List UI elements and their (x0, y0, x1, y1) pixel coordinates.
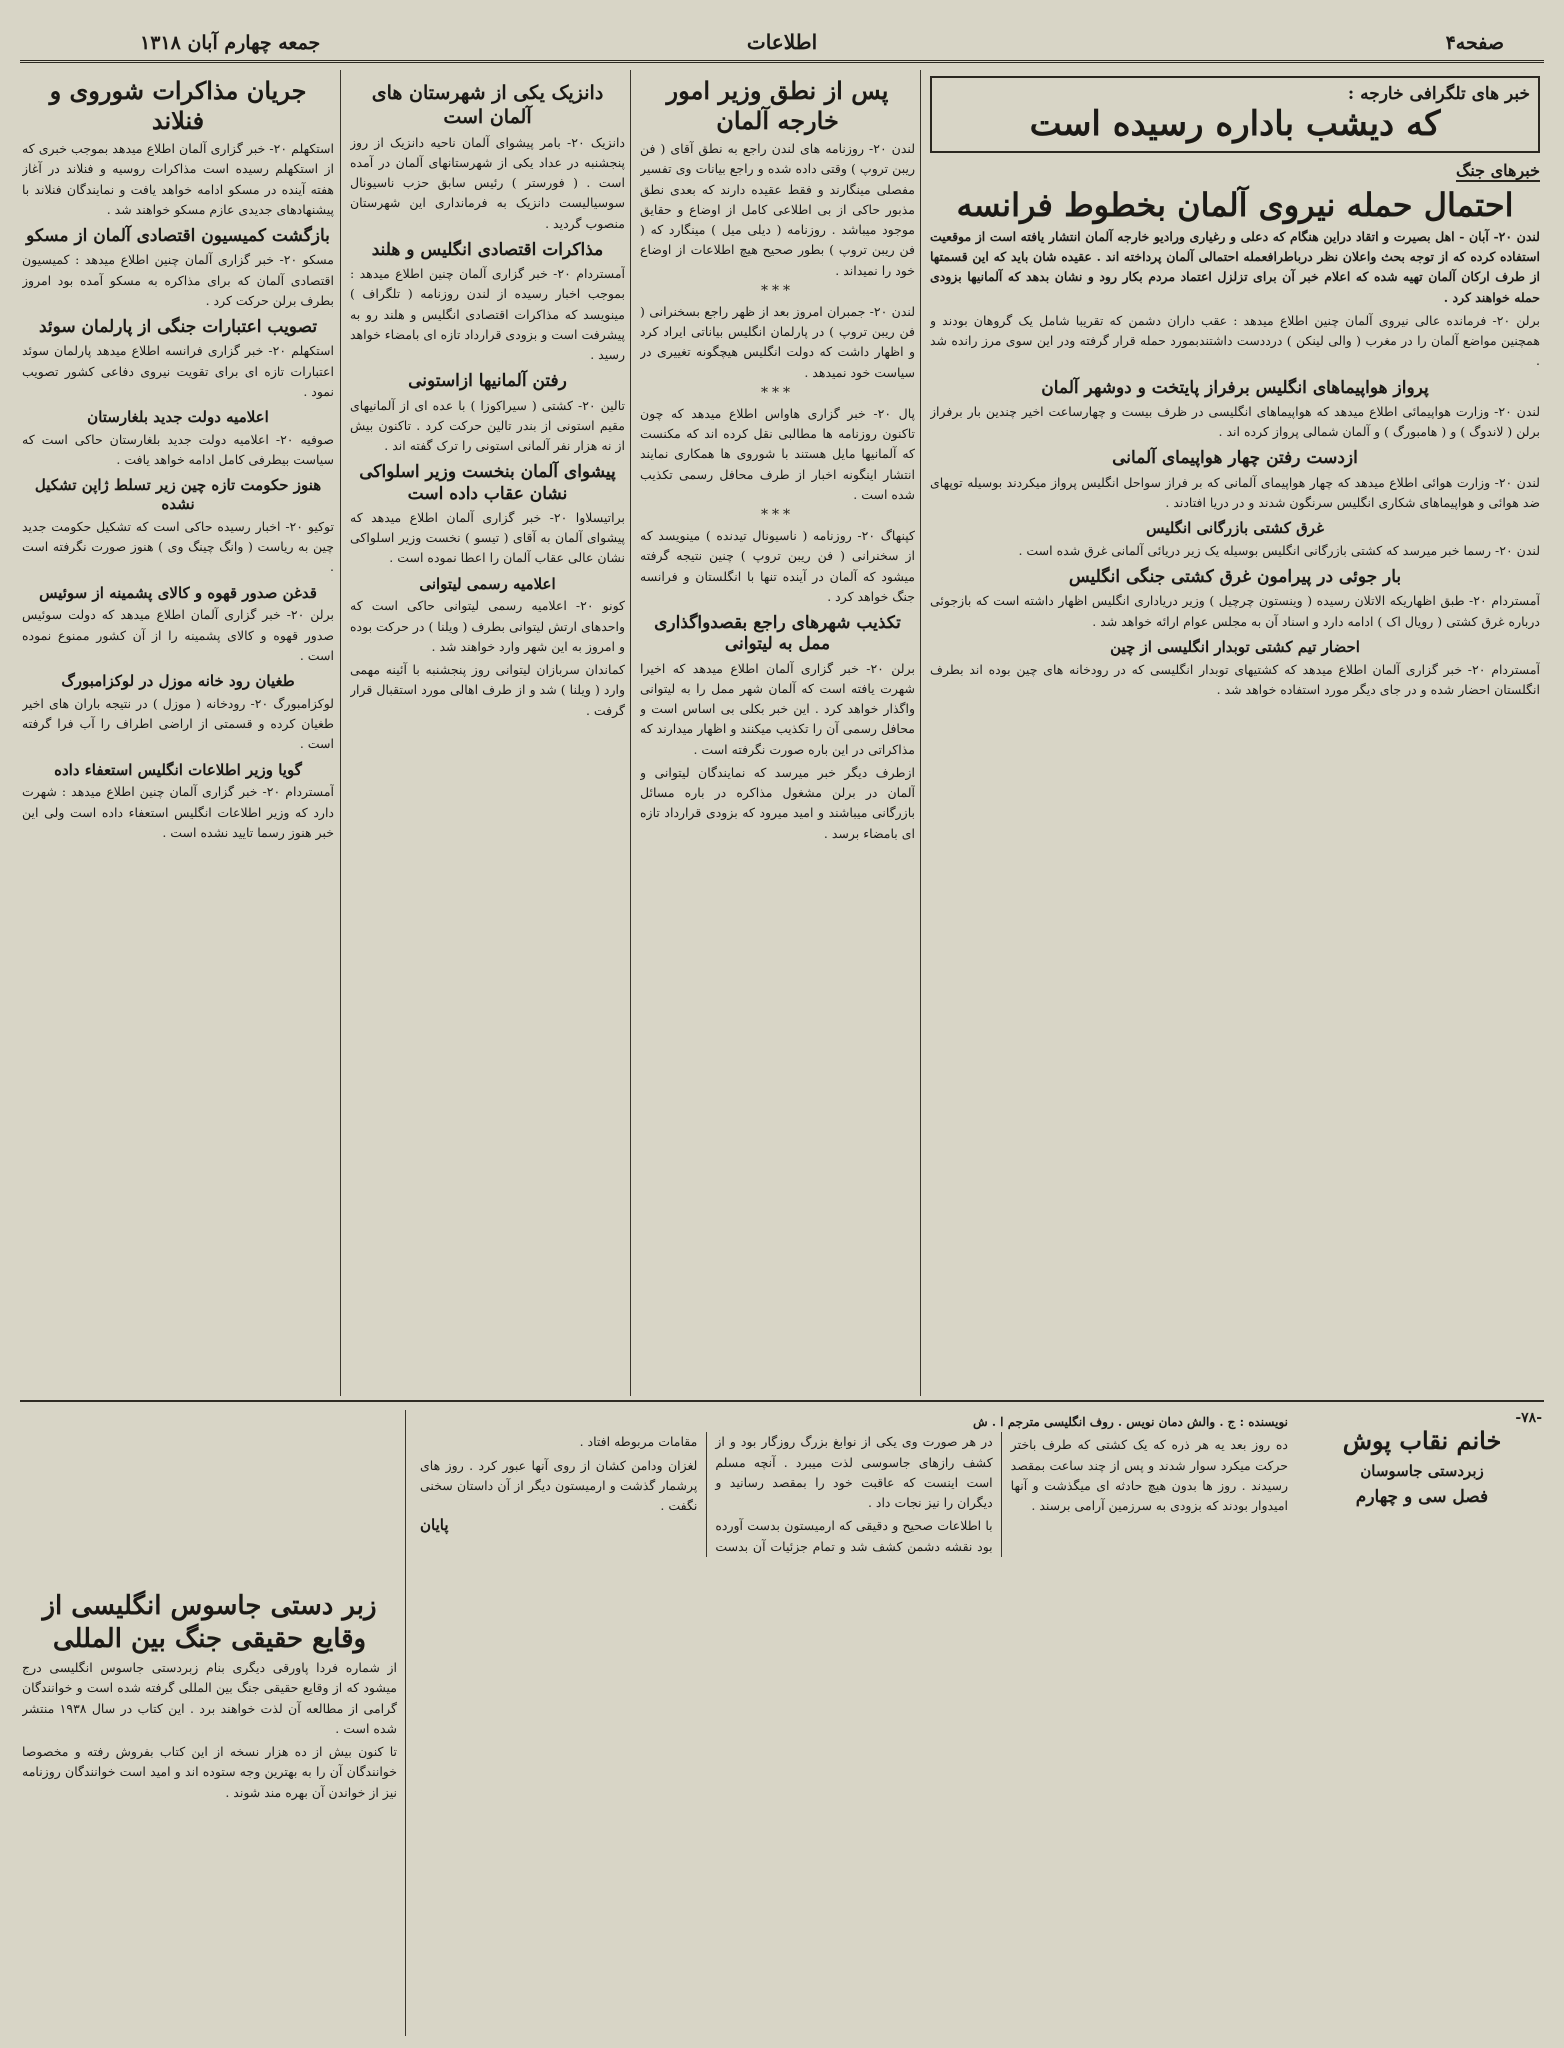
feature-headline: زبر دستی جاسوس انگلیسی از وقایع حقیقی جنگ بین المللی (42, 1591, 377, 1654)
column-danzig (350, 76, 625, 1394)
article-headline: پس از نطق وزیر امور خارجه آلمان (666, 76, 889, 135)
section-divider (20, 1400, 1544, 1402)
article-text: پال ۲۰- خبر گزاری هاواس اطلاع میدهد که چون تاکنون روزنامه ها مطالبی نقل کرده اند که مکنست که آلمانیها مایل هستند با شوروی ها همکاری نمایند انتشار اینگونه اخبار از طرف محافل رسمی تکذیب شده است . (640, 405, 915, 502)
serial-text (420, 1432, 1288, 1557)
column-rule (630, 70, 631, 1396)
article-headline: غرق کشتی بازرگانی انگلیس (1146, 519, 1324, 538)
article-text: از شماره فردا پاورقی دیگری بنام زبردستی جاسوس انگلیسی درج میشود که از وقایع حقیقی جنگ بین المللی گرفته شده است و خوانندگان گرامی از مطالعه آن لذت خواهند برد . این کتاب در سال ۱۹۳۸ منتشر شده است . (22, 1660, 397, 1736)
section-label: خبرهای جنگ (1456, 160, 1540, 180)
separator: *** (761, 282, 794, 299)
article-headline: تصویب اعتبارات جنگی از پارلمان سوئد (38, 317, 318, 337)
article-text: در هر صورت وی یکی از نوابغ بزرگ روزگار بود و از کشف رازهای جاسوسی لذت میبرد . آنچه مسلم است اینست که عاقبت خود را بمقصد رسانید و دیگران را نیز نجات داد . (715, 1434, 993, 1511)
article-text: لوکزامبورگ ۲۰- رودخانه ( موزل ) در نتیجه باران های اخیر طغیان کرده و قسمتی از اراضی اطراف را آب فرا گرفته است . (22, 695, 334, 752)
banner-headline: احتمال حمله نیروی آلمان بخطوط فرانسه (956, 185, 1514, 224)
article-text: لندن ۲۰- وزارت هواپیمائی اطلاع میدهد که هواپیماهای انگلیسی در ظرف بیست و چهارساعت اخیر چندین بار برفراز برلن ( لاندوگ ) و ( هامبورگ ) و آلمان شمالی پرواز کرده اند . (930, 403, 1540, 440)
article-text: توکیو ۲۰- اخبار رسیده حاکی است که تشکیل حکومت جدید چین به ریاست ( وانگ چینگ وی ) هنوز صورت نگرفته است . (22, 518, 334, 575)
serial-number: -۷۸- (1515, 1410, 1542, 1426)
article-headline: پرواز هواپیماهای انگلیس برفراز پایتخت و دوشهر آلمان (1041, 377, 1429, 398)
article-text: آمستردام ۲۰- طبق اظهاریکه الاتلان رسیده ( وینستون چرچیل ) وزیر دریاداری انگلیس اظهار داشته است که بازجوئی درباره غرق کشتی ( رویال اک ) ادامه دارد و اسناد آن به مجلس عوام ارائه خواهد شد . (930, 593, 1540, 629)
article-text: تالین ۲۰- کشتی ( سیراکوزا ) با عده ای از آلمانیهای مقیم استونی از بندر تالین حرکت کرد . تاکنون بیش از نه هزار نفر آلمانی استونی را ترک گفته اند . (350, 397, 625, 453)
article-text: کونو ۲۰- اعلامیه رسمی لیتوانی حاکی است که واحدهای ارتش لیتوانی بطرف ( ویلنا ) در حرکت بوده و امروز به این شهر وارد خواهند شد . (350, 598, 625, 654)
headline-box (930, 76, 1540, 153)
serial-title: خانم نقاب پوش (1342, 1426, 1502, 1455)
article-text: برلن ۲۰- خبر گزاری آلمان اطلاع میدهد که اخیرا شهرت یافته است که آلمان شهر ممل را به لیتوانی واگذار خواهد کرد . این خبر بکلی بی اساس است و محافل رسمی آن را تکذیب میکنند و اظهار میدارند که مذاکراتی در این باره صورت نگرفته است . (640, 660, 915, 757)
column-soviet-finland (22, 76, 334, 1394)
article-headline: ازدست رفتن چهار هواپیمای آلمانی (1112, 448, 1358, 469)
article-headline: دانزیک یکی از شهرستان های آلمان است (371, 82, 604, 128)
article-text: لندن ۲۰- جمبران امروز بعد از ظهر راجع بسخنرانی ( فن ریبن تروپ ) در پارلمان انگلیس بیاناتی ایراد کرد و اظهار داشت که دولت انگلیس هیچگونه تغییری در سیاست خود نمیدهد . (640, 303, 915, 380)
article-text: کماندان سربازان لیتوانی روز پنجشنبه با آئینه مهمی وارد ( ویلنا ) شد و از طرف اهالی مورد استقبال قرار گرفت . (350, 662, 625, 718)
column-foreign-news (930, 76, 1540, 1394)
page-number: صفحه۴ (1445, 32, 1504, 54)
column-minister-speech (640, 76, 915, 1394)
article-text: لندن ۲۰- رسما خبر میرسد که کشتی بازرگانی انگلیس بوسیله یک زیر دریائی آلمانی غرق شده است . (1018, 542, 1540, 558)
serial-end: پایان (420, 1516, 449, 1535)
main-headline: که دیشب باداره رسیده است (1029, 104, 1441, 144)
article-text: ازطرف دیگر خبر میرسد که نمایندگان لیتوانی و آلمان در برلن مشغول مذاکره در باره مسائل بازرگانی میباشند و امید میرود که بزودی قرارداد تازه ای بامضاء برسد . (640, 764, 915, 841)
article-headline: قدغن صدور قهوه و کالای پشمینه از سوئیس (39, 583, 317, 602)
article-headline: بار جوئی در پیرامون غرق کشتی جنگی انگلیس (1068, 567, 1402, 588)
article-text: لغزان ودامن کشان از روی آنها عبور کرد . روز های پرشمار گذشت و ارمیستون دیگر از آن داستان سخنی نگفت . (420, 1457, 698, 1514)
masthead (20, 28, 1544, 63)
article-text: ده روز بعد یه هر ذره که یک کشتی که طرف باختر حرکت میکرد سوار شدند و پس از چند ساعت بمقصد رسیدند . روز ها بدون هیچ حادثه ای میگذشت و آنها امیدوار بودند که بزودی به سرزمین آرامی برسند . (1010, 1437, 1288, 1514)
article-headline: رفتن آلمانیها ازاستونی (408, 371, 567, 392)
article-text: لندن ۲۰- آبان - اهل بصیرت و اتقاد دراین هنگام که دعلی و رغیاری ورادیو خارجه آلمان انتشار یافته است از موقعیت استفاده کرده که از توجه بحث واعلان نظر درباطرافعمله احتمالی آلمان پرداخته اند . عقیده شان باید که این قسمتها از طرف ارکان آلمان تهیه شده که اعلام خبر آن برای تزلزل اعتماد مردم بکار رود و نشان بدهد که آلمانیها بزودی حمله خواهند کرد . (930, 228, 1540, 305)
article-text: استکهلم ۲۰- خبر گزاری آلمان اطلاع میدهد بموجب خبری که از استکهلم رسیده است مذاکرات روسیه و فنلاند در آغاز هفته آینده در مسکو ادامه خواهد یافت و نمایندگان فنلاند با پیشنهادهای جدیدی عازم مسکو خواهند شد . (22, 141, 334, 217)
article-headline: اعلامیه رسمی لیتوانی (419, 574, 556, 593)
article-text: آمستردام ۲۰- خبر گزاری آلمان چنین اطلاع میدهد : شهرت دارد که وزیر اطلاعات انگلیس استعفاء داده است ولی این خبر هنوز رسما تایید نشده است . (22, 784, 334, 840)
section-kicker: خبر های تلگرافی خارجه : (1347, 84, 1530, 104)
serial-body (420, 1410, 1288, 1557)
serial-subtitle: زبردستی جاسوسان (1360, 1462, 1484, 1480)
article-headline: مذاکرات اقتصادی انگلیس و هلند (371, 239, 604, 260)
article-headline: طغیان رود خانه موزل در لوکزامبورگ (61, 672, 295, 690)
article-text: تا کنون بیش از ده هزار نسخه از این کتاب بفروش رفته و مخصوصا خوانندگان آن را به بهترین وجه ستوده اند و امید است خوانندگان روزنامه نیز از خواندن آن بهره مند شوند . (22, 1744, 397, 1800)
article-text: صوفیه ۲۰- اعلامیه دولت جدید بلغارستان حاکی است که سیاست بیطرفی کامل ادامه خواهد یافت . (22, 431, 334, 467)
issue-date: جمعه چهارم آبان ۱۳۱۸ (140, 32, 321, 54)
chapter-title: فصل سی و چهارم (1355, 1486, 1489, 1507)
feature-announcement (22, 1590, 397, 2040)
article-headline: احضار تیم کشتی توبدار انگلیسی از چین (1110, 637, 1360, 656)
article-text: استکهلم ۲۰- خبر گزاری فرانسه اطلاع میدهد پارلمان سوئد اعتبارات تازه ای برای تقویت نیروی دفاعی کشور تصویب نمود . (22, 343, 334, 399)
article-text: آمستردام ۲۰- خبر گزاری آلمان چنین اطلاع میدهد : بموجب اخبار رسیده از لندن روزنامه ( تلگراف ) مینویسد که مذاکرات اقتصادی انگلیس و هلند رو به پیشرفت است و بزودی قرارداد تازه ای بامضاء خواهد رسید . (350, 266, 625, 362)
article-text: دانزیک ۲۰- بامر پیشوای آلمان ناحیه دانزیک از روز پنجشنبه در عداد یکی از شهرستانهای آلمان در آمده است . ( فورستر ) رئیس سابق حزب ناسیونال سوسیالیست دانزیک به فرمانداری این شهرستان منصوب گردید . (350, 134, 625, 231)
article-headline: جریان مذاکرات شوروی و فنلاند (49, 76, 307, 135)
serial-story (420, 1410, 1542, 2040)
article-text: براتیسلاوا ۲۰- خبر گزاری آلمان اطلاع میدهد که پیشوای آلمان به آقای ( تیسو ) نخست وزیر اسلواکی نشان عالی عقاب آلمان را اعطا نموده است . (350, 509, 625, 566)
serial-byline: نویسنده : ج . والش دمان نویس . روف انگلیسی مترجم ا . ش (973, 1415, 1288, 1429)
article-headline: بازگشت کمیسیون اقتصادی آلمان از مسکو (26, 226, 330, 246)
article-text: مسکو ۲۰- خبر گزاری آلمان چنین اطلاع میدهد : کمیسیون اقتصادی آلمان که برای مذاکره به مسکو آمده بود امروز بطرف برلن حرکت کرد . (22, 252, 334, 308)
serial-header (1302, 1410, 1542, 1508)
article-headline: پیشوای آلمان بنخست وزیر اسلواکی نشان عقاب داده است (359, 462, 616, 504)
newspaper-logo: اطلاعات (746, 30, 818, 54)
article-text: کپنهاگ ۲۰- روزنامه ( ناسیونال تیدنده ) مینویسد که از سخنرانی ( فن ریبن تروپ ) چنین نتیجه گرفته میشود که آلمان در آینده تنها با انگلستان و فرانسه جنگ خواهد کرد . (640, 528, 915, 604)
separator: *** (761, 384, 794, 401)
article-text: آمستردام ۲۰- خبر گزاری آلمان اطلاع میدهد که کشتیهای توبدار انگلیسی که در رودخانه های چین بوده اند بطرف انگلستان احضار شده و در جای دیگر مورد استفاده خواهد شد . (930, 661, 1540, 697)
article-text: با اطلاعات صحیح و دقیقی که ارمیستون بدست آورده بود نقشه دشمن کشف شد و تمام جزئیات آن بدست مقامات مربوطه افتاد . (579, 1434, 993, 1554)
column-rule (405, 1410, 406, 2036)
article-headline: هنوز حکومت تازه چین زیر تسلط ژاپن تشکیل نشده (34, 476, 322, 513)
article-text: لندن ۲۰- وزارت هوائی اطلاع میدهد که چهار هواپیمای آلمانی که بر فراز سواحل انگلیس پرواز میکردند بوسیله توپهای ضد هوائی و هواپیماهای شکاری انگلیس سرنگون شدند و در دریا افتادند . (930, 474, 1540, 510)
article-text: برلن ۲۰- فرمانده عالی نیروی آلمان چنین اطلاع میدهد : عقب داران دشمن که تقریبا شامل یک گروهان بودند و همچنین مواضع آلمان را در مغرب ( والی لینکن ) درددست داشتندبمورد حمله قرار گرفته ودر این سوی مرز رانده شد . (930, 312, 1540, 369)
separator: *** (761, 507, 794, 523)
article-headline: اعلامیه دولت جدید بلغارستان (87, 408, 269, 426)
article-text: برلن ۲۰- خبر گزاری آلمان اطلاع میدهد که دولت سوئیس صدور قهوه و کالای پشمینه را از آن کشور ممنوع نموده است . (22, 607, 334, 663)
article-headline: تکذیب شهرهای راجع بقصدواگذاری ممل به لیتوانی (654, 613, 901, 655)
article-text: لندن ۲۰- روزنامه های لندن راجع به نطق آقای ( فن ریبن تروپ ) وقتی داده شده و راجع بیانات وی تفسیر مفصلی مینگارند و فقط عقیده دارند که بعدی نطق مذبور حاکی از بی اطلاعی کامل از اوضاع و حقایق موجود میباشد . روزنامه ( دیلی میل ) مینگارد که ( فن ریبن تروپ ) بطور صحیح هیچ اطلاعات از اوضاع خود را نمیداند . (640, 141, 915, 278)
column-rule (920, 70, 921, 1396)
article-headline: گویا وزیر اطلاعات انگلیس استعفاء داده (54, 760, 302, 779)
column-rule (340, 70, 341, 1396)
